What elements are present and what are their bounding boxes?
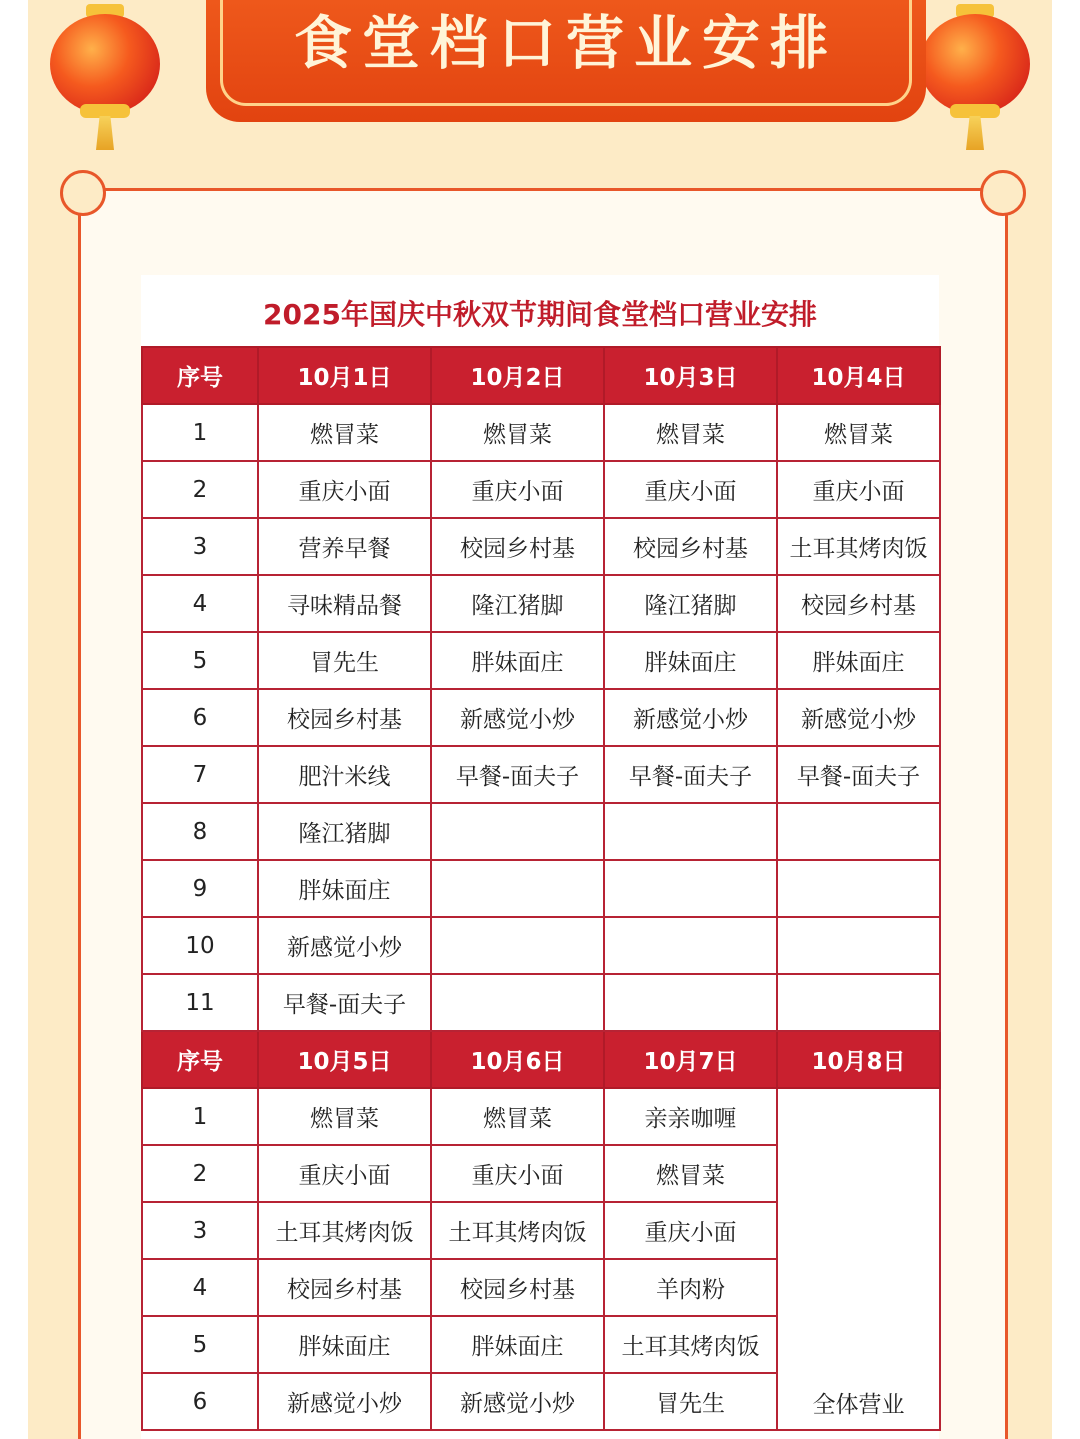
stall-name: 新感觉小炒 xyxy=(431,689,604,746)
stall-name xyxy=(431,803,604,860)
stall-name: 新感觉小炒 xyxy=(258,1373,431,1430)
table-row xyxy=(142,1088,940,1145)
table-row xyxy=(142,746,940,803)
row-index: 8 xyxy=(142,803,258,860)
frame-corner-left xyxy=(60,170,106,216)
table-row xyxy=(142,917,940,974)
stall-name xyxy=(431,974,604,1031)
header-date: 10月6日 xyxy=(431,1031,604,1088)
stall-name: 胖妹面庄 xyxy=(431,1316,604,1373)
schedule-card xyxy=(141,275,939,1439)
header-date: 10月1日 xyxy=(258,347,431,404)
stall-name xyxy=(777,917,940,974)
stall-name: 胖妹面庄 xyxy=(258,860,431,917)
row-index: 9 xyxy=(142,860,258,917)
row-index: 10 xyxy=(142,917,258,974)
header-index: 序号 xyxy=(142,347,258,404)
stall-name: 校园乡村基 xyxy=(431,1259,604,1316)
row-index: 3 xyxy=(142,518,258,575)
row-index: 6 xyxy=(142,1373,258,1430)
title-banner xyxy=(206,0,926,122)
stall-name: 土耳其烤肉饭 xyxy=(258,1202,431,1259)
stall-name: 早餐-面夫子 xyxy=(777,746,940,803)
schedule-table xyxy=(141,346,941,1431)
header-date: 10月4日 xyxy=(777,347,940,404)
stall-name: 亲亲咖喱 xyxy=(604,1088,777,1145)
stall-name: 寻味精品餐 xyxy=(258,575,431,632)
stall-name xyxy=(777,860,940,917)
stall-name xyxy=(777,803,940,860)
stall-name: 营养早餐 xyxy=(258,518,431,575)
table-header-row xyxy=(142,347,940,404)
table-row xyxy=(142,860,940,917)
lantern-right-icon xyxy=(920,4,1030,154)
row-index: 6 xyxy=(142,689,258,746)
row-index: 5 xyxy=(142,1316,258,1373)
row-index: 3 xyxy=(142,1202,258,1259)
stall-name: 校园乡村基 xyxy=(258,689,431,746)
row-index: 1 xyxy=(142,1088,258,1145)
table-row xyxy=(142,632,940,689)
stall-name xyxy=(604,803,777,860)
header-date: 10月7日 xyxy=(604,1031,777,1088)
stall-name: 重庆小面 xyxy=(258,461,431,518)
lantern-left-icon xyxy=(50,4,160,154)
stall-name: 重庆小面 xyxy=(258,1145,431,1202)
table-row xyxy=(142,461,940,518)
stall-name xyxy=(431,917,604,974)
stall-name: 重庆小面 xyxy=(604,461,777,518)
stall-name: 隆江猪脚 xyxy=(604,575,777,632)
stall-name: 胖妹面庄 xyxy=(604,632,777,689)
merged-status-cell: 全体营业 xyxy=(777,1088,940,1430)
stall-name: 校园乡村基 xyxy=(431,518,604,575)
header-date: 10月2日 xyxy=(431,347,604,404)
table-row xyxy=(142,803,940,860)
row-index: 2 xyxy=(142,461,258,518)
stall-name: 重庆小面 xyxy=(604,1202,777,1259)
stall-name: 新感觉小炒 xyxy=(431,1373,604,1430)
poster-background xyxy=(28,0,1052,1439)
stall-name: 燃冒菜 xyxy=(431,1088,604,1145)
stall-name: 羊肉粉 xyxy=(604,1259,777,1316)
stall-name: 胖妹面庄 xyxy=(431,632,604,689)
table-header-row-2 xyxy=(142,1031,940,1088)
stall-name: 重庆小面 xyxy=(431,1145,604,1202)
stall-name: 重庆小面 xyxy=(777,461,940,518)
stall-name: 新感觉小炒 xyxy=(258,917,431,974)
stall-name: 燃冒菜 xyxy=(431,404,604,461)
stall-name: 早餐-面夫子 xyxy=(431,746,604,803)
stall-name xyxy=(604,974,777,1031)
stall-name: 冒先生 xyxy=(604,1373,777,1430)
table-row xyxy=(142,518,940,575)
stall-name: 土耳其烤肉饭 xyxy=(777,518,940,575)
stall-name: 早餐-面夫子 xyxy=(604,746,777,803)
table-row xyxy=(142,974,940,1031)
stall-name xyxy=(604,860,777,917)
stall-name: 燃冒菜 xyxy=(258,404,431,461)
stall-name: 肥汁米线 xyxy=(258,746,431,803)
stall-name: 燃冒菜 xyxy=(604,1145,777,1202)
stall-name: 校园乡村基 xyxy=(777,575,940,632)
stall-name: 早餐-面夫子 xyxy=(258,974,431,1031)
stall-name: 新感觉小炒 xyxy=(604,689,777,746)
stall-name: 燃冒菜 xyxy=(258,1088,431,1145)
stall-name xyxy=(431,860,604,917)
stall-name: 土耳其烤肉饭 xyxy=(431,1202,604,1259)
stall-name: 土耳其烤肉饭 xyxy=(604,1316,777,1373)
stall-name: 重庆小面 xyxy=(431,461,604,518)
stall-name: 隆江猪脚 xyxy=(258,803,431,860)
header-index: 序号 xyxy=(142,1031,258,1088)
stall-name: 校园乡村基 xyxy=(258,1259,431,1316)
stall-name: 冒先生 xyxy=(258,632,431,689)
schedule-title: 2025年国庆中秋双节期间食堂档口营业安排 xyxy=(263,298,817,331)
stall-name xyxy=(604,917,777,974)
table-row xyxy=(142,575,940,632)
stall-name: 隆江猪脚 xyxy=(431,575,604,632)
frame-corner-right xyxy=(980,170,1026,216)
stall-name: 胖妹面庄 xyxy=(258,1316,431,1373)
stall-name: 胖妹面庄 xyxy=(777,632,940,689)
header-date: 10月3日 xyxy=(604,347,777,404)
row-index: 11 xyxy=(142,974,258,1031)
row-index: 4 xyxy=(142,1259,258,1316)
stall-name: 校园乡村基 xyxy=(604,518,777,575)
row-index: 5 xyxy=(142,632,258,689)
header-date: 10月8日 xyxy=(777,1031,940,1088)
stall-name: 燃冒菜 xyxy=(777,404,940,461)
stall-name: 新感觉小炒 xyxy=(777,689,940,746)
table-row xyxy=(142,689,940,746)
stall-name: 燃冒菜 xyxy=(604,404,777,461)
row-index: 4 xyxy=(142,575,258,632)
row-index: 1 xyxy=(142,404,258,461)
row-index: 2 xyxy=(142,1145,258,1202)
stall-name xyxy=(777,974,940,1031)
page-title: 食堂档口营业安排 xyxy=(293,9,838,77)
header-date: 10月5日 xyxy=(258,1031,431,1088)
row-index: 7 xyxy=(142,746,258,803)
table-row xyxy=(142,404,940,461)
